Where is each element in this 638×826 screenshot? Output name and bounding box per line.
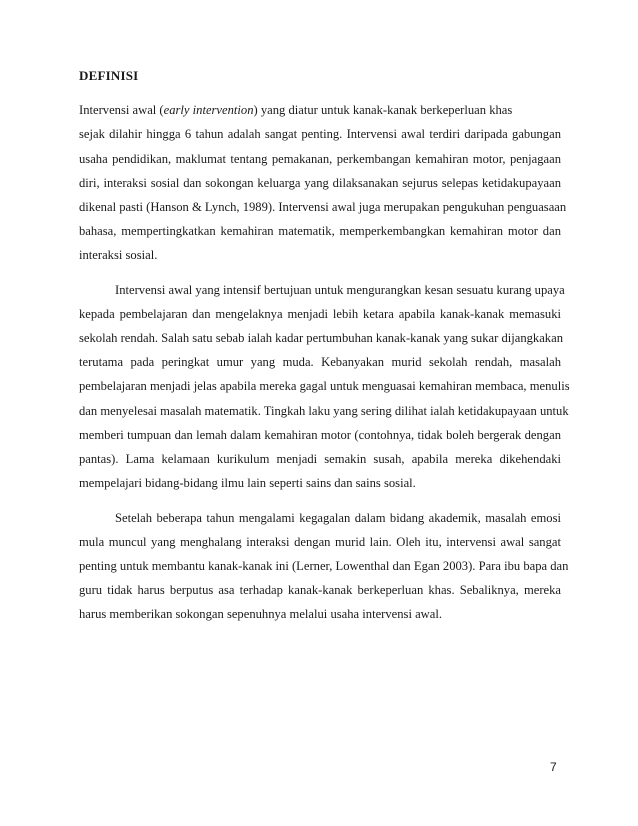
- paragraph-2-line-8: pantas). Lama kelamaan kurikulum menjadi semakin susah, apabila mereka dikehendaki: [79, 452, 561, 466]
- paragraph-2-line-2: kepada pembelajaran dan mengelaknya menjadi lebih ketara apabila kanak-kanak memasuki: [79, 307, 561, 321]
- paragraph-3-line-1: Setelah beberapa tahun mengalami kegagalan dalam bidang akademik, masalah emosi: [115, 511, 561, 525]
- paragraph-2-line-9: mempelajari bidang-bidang ilmu lain seperti sains dan sains sosial.: [79, 476, 416, 490]
- paragraph-2-line-6: dan menyelesai masalah matematik. Tingkah laku yang sering dilihat ialah ketidakupayaan untuk: [79, 404, 569, 418]
- paragraph-1-line-1: [79, 102, 561, 118]
- paragraph-2-line-4: terutama pada peringkat umur yang muda. Kebanyakan murid sekolah rendah, masalah: [79, 355, 561, 369]
- paragraph-3-line-5: harus memberikan sokongan sepenuhnya melalui usaha intervensi awal.: [79, 607, 443, 621]
- paragraph-1-line-5: dikenal pasti (Hanson & Lynch, 1989). Intervensi awal juga merupakan pengukuhan penguasaan: [79, 200, 567, 214]
- paragraph-2-line-5: pembelajaran menjadi jelas apabila mereka gagal untuk menguasai kemahiran membaca, menulis: [79, 379, 570, 393]
- italic-term: early intervention: [163, 103, 254, 117]
- paragraph-3-line-3: penting untuk membantu kanak-kanak ini (Lerner, Lowenthal dan Egan 2003). Para ibu bapa dan: [79, 559, 569, 573]
- page-number: 7: [550, 760, 557, 774]
- section-heading: DEFINISI: [79, 68, 139, 83]
- paragraph-3-line-4: guru tidak harus berputus asa terhadap kanak-kanak berkeperluan khas. Sebaliknya, mereka: [79, 583, 561, 597]
- paragraph-2-line-1: Intervensi awal yang intensif bertujuan untuk mengurangkan kesan sesuatu kurang upaya: [115, 283, 565, 297]
- paragraph-2-line-3: sekolah rendah. Salah satu sebab ialah kadar pertumbuhan kanak-kanak yang sukar dijangkakan: [79, 331, 563, 345]
- paragraph-2-line-7: memberi tumpuan dan lemah dalam kemahiran motor (contohnya, tidak boleh bergerak dengan: [79, 428, 561, 442]
- paragraph-1-line-7: interaksi sosial.: [79, 248, 158, 262]
- paragraph-1-line-6: bahasa, mempertingkatkan kemahiran matematik, memperkembangkan kemahiran motor dan: [79, 224, 561, 238]
- paragraph-1-line-4: diri, interaksi sosial dan sokongan keluarga yang dilaksanakan sejurus selepas ketidakupayaan: [79, 176, 561, 190]
- paragraph-1-line-2: sejak dilahir hingga 6 tahun adalah sangat penting. Intervensi awal terdiri daripada gabungan: [79, 127, 561, 141]
- paragraph-1-line-3: usaha pendidikan, maklumat tentang pemakanan, perkembangan kemahiran motor, penjagaan: [79, 152, 561, 166]
- line-text: Intervensi awal (: [79, 103, 164, 117]
- line-text: ) yang diatur untuk kanak-kanak berkeperluan khas: [253, 103, 513, 117]
- paragraph-3-line-2: mula muncul yang menghalang interaksi dengan murid lain. Oleh itu, intervensi awal sangat: [79, 535, 561, 549]
